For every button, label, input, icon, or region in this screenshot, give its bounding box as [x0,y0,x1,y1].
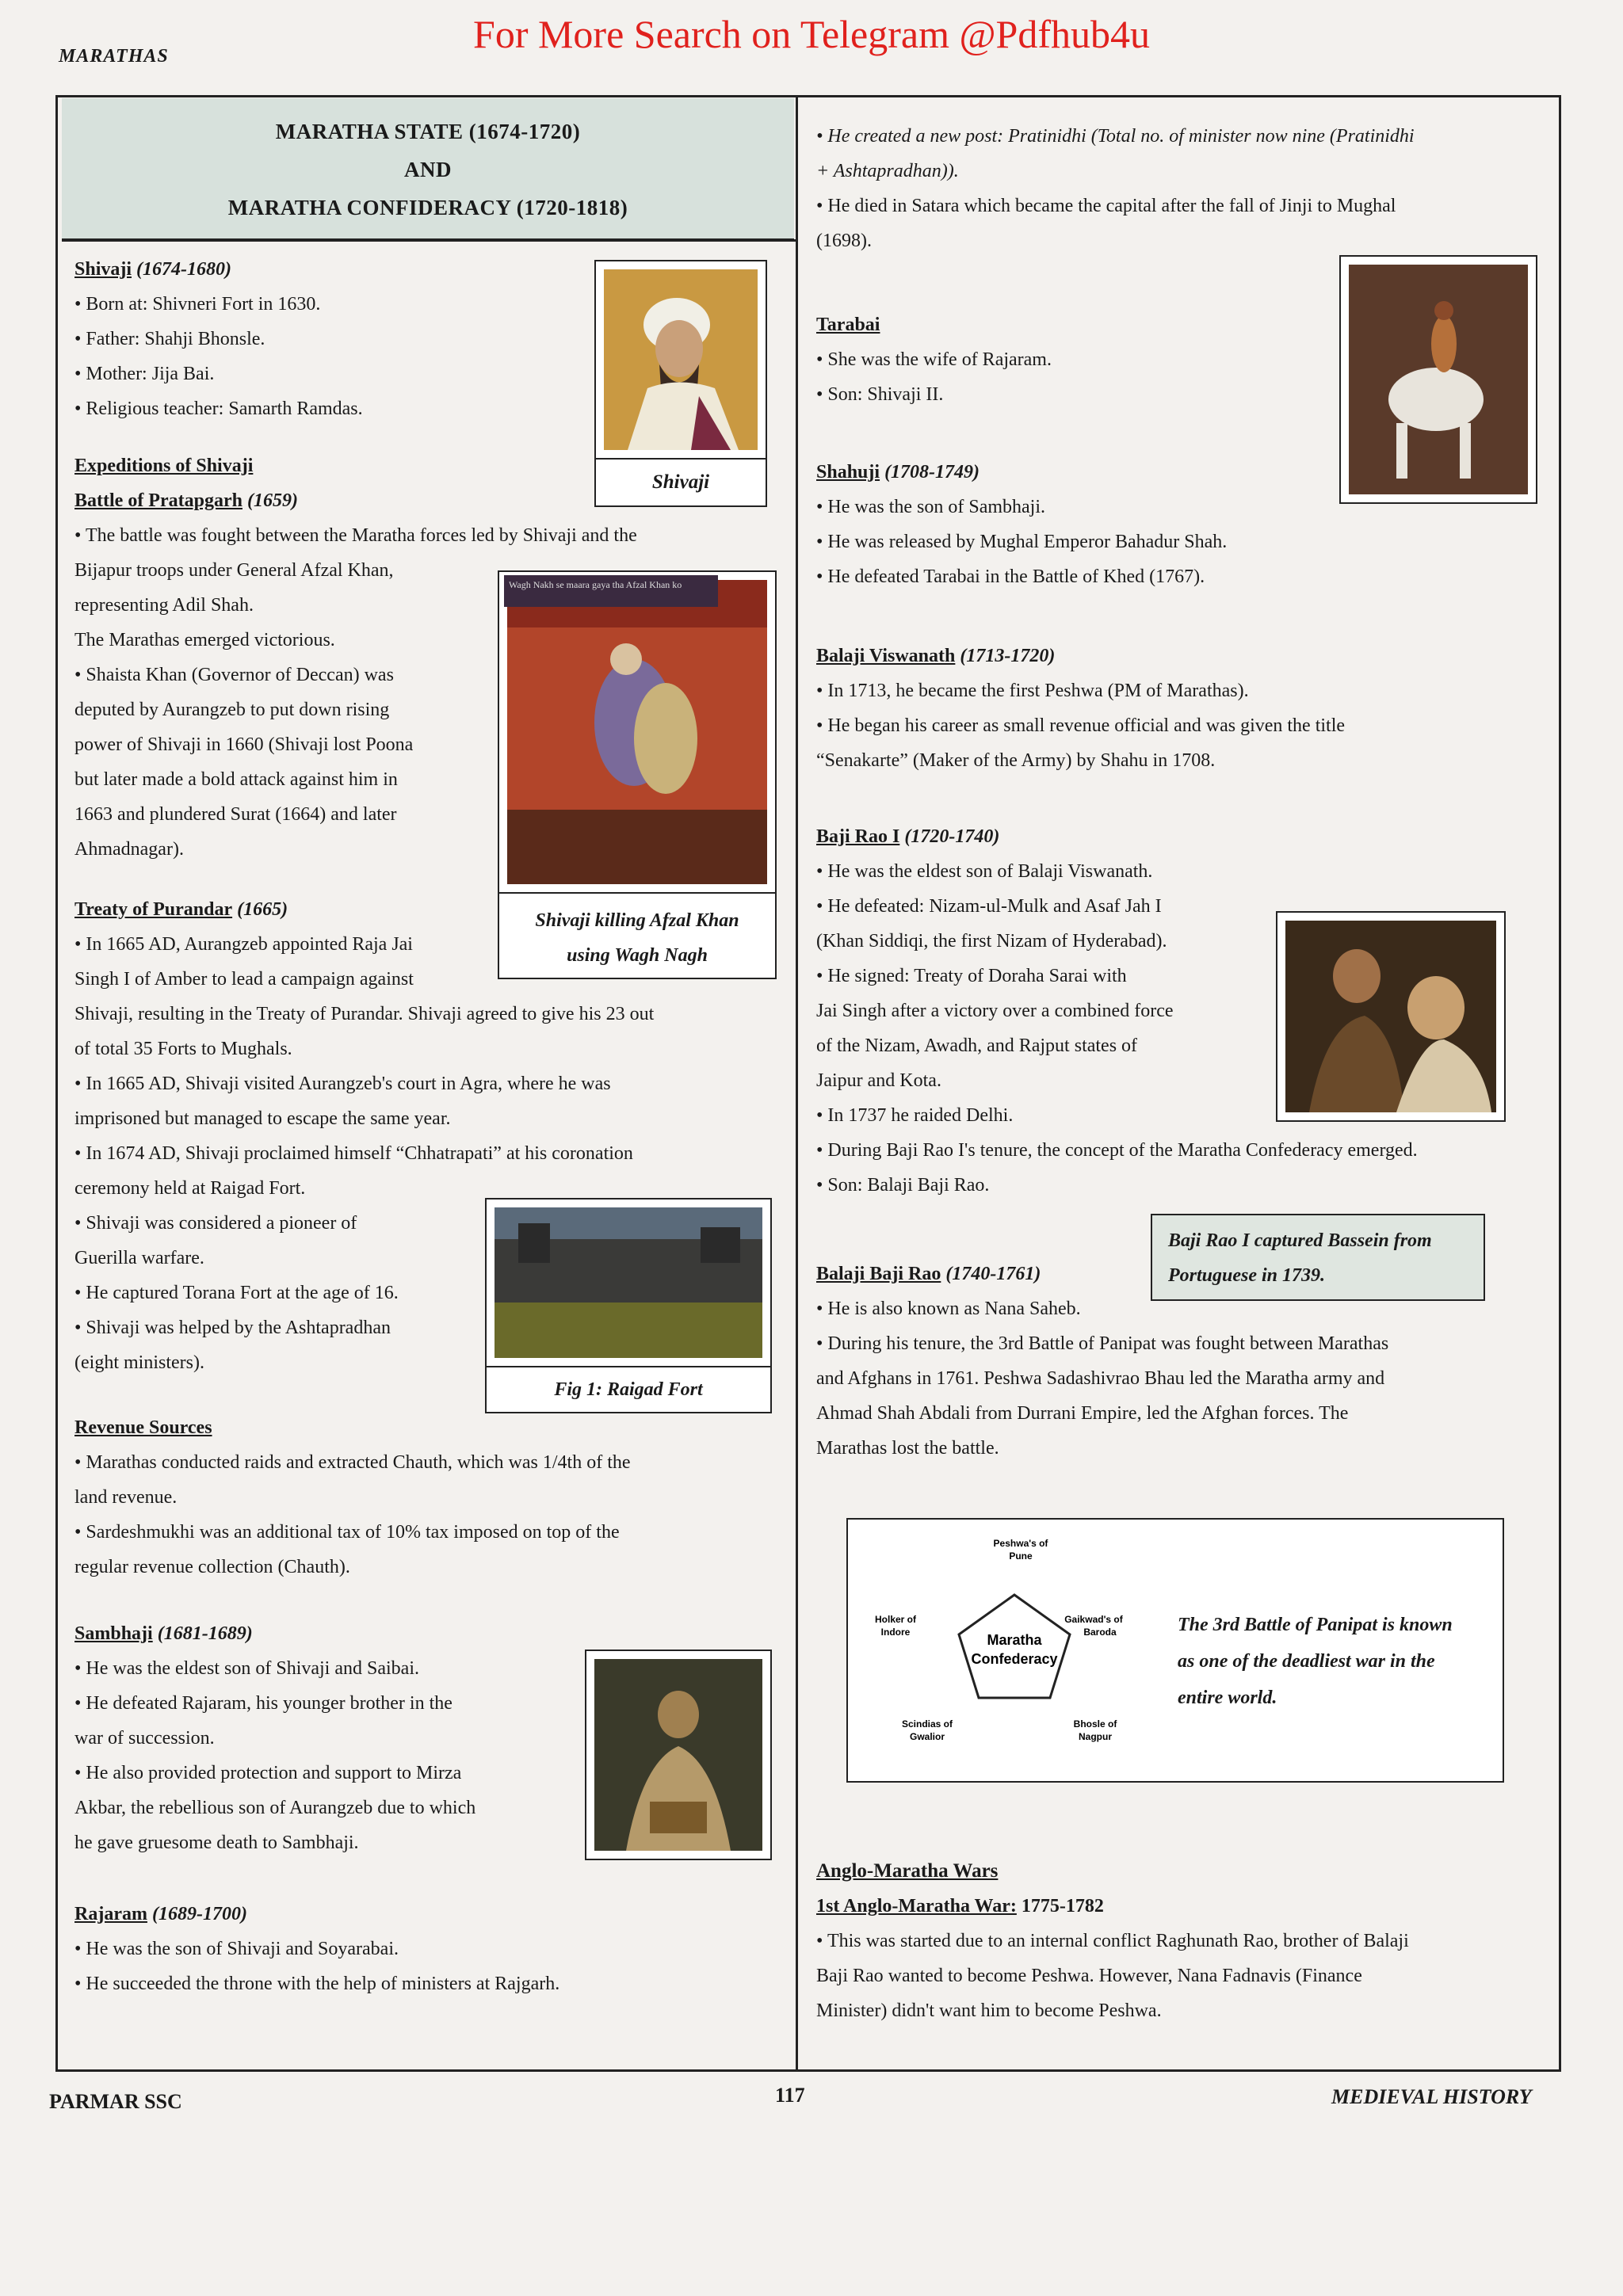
baji-rao-line: • During Baji Rao I's tenure, the concept of the Maratha Confederacy emerged. [816,1140,1418,1161]
rajaram-cont-line: • He died in Satara which became the capital after the fall of Jinji to Mughal [816,196,1396,216]
purandar-line: of total 35 Forts to Mughals. [74,1039,292,1059]
baji-rao-line: • He defeated: Nizam-ul-Mulk and Asaf Jah I [816,896,1162,917]
rajaram-heading: Rajaram [74,1904,147,1924]
expeditions-line: • The battle was fought between the Maratha forces led by Shivaji and the [74,525,637,546]
balaji-viswanath-line: • In 1713, he became the first Peshwa (PM of Marathas). [816,681,1249,701]
pratapgarh-years: (1659) [246,490,298,511]
chapter-title-box [62,98,794,241]
bhosle-label-2: Nagpur [1079,1731,1112,1742]
shahuji-years: (1708-1749) [884,462,980,482]
peshwa-label-1: Peshwa's of [993,1538,1048,1549]
expeditions-line: representing Adil Shah. [74,595,254,616]
footer-subject: MEDIEVAL HISTORY [1331,2085,1532,2108]
sambhaji-section [74,1616,613,1860]
page-number: 117 [775,2084,805,2107]
afzal-caption-line: using Wagh Nagh [567,945,708,966]
purandar-heading: Treaty of Purandar [74,899,233,920]
afzal-caption-line: Shivaji killing Afzal Khan [535,910,739,931]
shivaji-years: (1674-1680) [136,259,232,280]
panipat-note-line: as one of the deadliest war in the [1178,1651,1435,1672]
title-line-3: MARATHA CONFIDERACY (1720-1818) [227,196,628,219]
shivaji-bullet: • Religious teacher: Samarth Ramdas. [74,399,363,419]
shahuji-line: • He was the son of Sambhaji. [816,497,1046,517]
balaji-baji-rao-line: Ahmad Shah Abdali from Durrani Empire, led the Afghan forces. The [816,1403,1349,1424]
sambhaji-heading: Sambhaji [74,1623,153,1644]
purandar-line: Shivaji, resulting in the Treaty of Purandar. Shivaji agreed to give his 23 out [74,1004,655,1024]
shivaji-section [74,252,566,426]
rajaram-years: (1689-1700) [151,1904,247,1924]
balaji-viswanath-section [816,639,1545,778]
first-anglo-maratha-years: 1775-1782 [1021,1896,1104,1917]
purandar-line: imprisoned but managed to escape the same year. [74,1108,451,1129]
shivaji-bullet: • Born at: Shivneri Fort in 1630. [74,294,321,315]
panipat-note [1178,1607,1453,1716]
bhosle-label-1: Bhosle of [1073,1718,1117,1730]
rajaram-line: • He was the son of Shivaji and Soyarabai. [74,1939,399,1959]
tarabai-line: • Son: Shivaji II. [816,384,944,405]
anglo-maratha-section [816,1854,1553,2028]
shahuji-section [816,455,1545,594]
baji-rao-line: • Son: Balaji Baji Rao. [816,1175,990,1196]
tarabai-heading: Tarabai [816,315,880,335]
expeditions-heading: Expeditions of Shivaji [74,456,254,476]
sambhaji-line: war of succession. [74,1728,215,1749]
balaji-baji-rao-heading: Balaji Baji Rao [816,1264,941,1284]
holker-label-1: Holker of [874,1614,917,1625]
balaji-baji-rao-line: • During his tenure, the 3rd Battle of Panipat was fought between Marathas [816,1333,1389,1354]
balaji-baji-rao-line: and Afghans in 1761. Peshwa Sadashivrao Bhau led the Maratha army and [816,1368,1385,1389]
expeditions-line: 1663 and plundered Surat (1664) and later [74,804,397,825]
bassein-note-line: Baji Rao I captured Bassein from [1168,1230,1432,1251]
shahuji-heading: Shahuji [816,462,880,482]
sambhaji-line: • He was the eldest son of Shivaji and Saibai. [74,1658,419,1679]
purandar-line: Singh I of Amber to lead a campaign against [74,969,414,990]
anglo-maratha-line: • This was started due to an internal conflict Raghunath Rao, brother of Balaji [816,1931,1409,1951]
expeditions-line: Ahmadnagar). [74,839,184,860]
afzal-image-overlay: Wagh Nakh se maara gaya tha Afzal Khan ko [504,575,718,607]
baji-rao-heading: Baji Rao I [816,826,900,847]
purandar-line: • Shivaji was helped by the Ashtapradhan [74,1318,391,1338]
revenue-section [74,1410,796,1585]
rajaram-continued [816,119,1553,258]
title-rule [62,239,796,242]
afzal-khan-image [498,570,777,894]
footer-publisher: PARMAR SSC [49,2090,182,2113]
balaji-baji-rao-line: Marathas lost the battle. [816,1438,999,1459]
balaji-baji-rao-section [816,1257,1553,1466]
sambhaji-years: (1681-1689) [157,1623,253,1644]
baji-rao-years: (1720-1740) [904,826,1000,847]
shivaji-bullet: • Father: Shahji Bhonsle. [74,329,265,349]
pratapgarh-heading: Battle of Pratapgarh [74,490,242,511]
balaji-viswanath-line: “Senakarte” (Maker of the Army) by Shahu in 1708. [816,750,1216,771]
purandar-line: (eight ministers). [74,1352,204,1373]
revenue-line: • Marathas conducted raids and extracted Chauth, which was 1/4th of the [74,1452,631,1473]
expeditions-line: • Shaista Khan (Governor of Deccan) was [74,665,394,685]
rajaram-cont-line: (1698). [816,231,872,251]
sambhaji-line: • He defeated Rajaram, his younger brother in the [74,1693,453,1714]
peshwa-label-2: Pune [1009,1550,1033,1562]
baji-rao-image [1276,911,1506,1122]
rajaram-line: • He succeeded the throne with the help of ministers at Rajgarh. [74,1974,560,1994]
column-divider [796,95,798,2072]
baji-rao-line: (Khan Siddiqi, the first Nizam of Hyderabad). [816,931,1167,952]
confederacy-center-2: Confederacy [971,1651,1058,1667]
shivaji-heading: Shivaji [74,259,132,280]
sambhaji-line: he gave gruesome death to Sambhaji. [74,1833,359,1853]
title-line-1: MARATHA STATE (1674-1720) [275,120,581,143]
expeditions-line: deputed by Aurangzeb to put down rising [74,700,390,720]
first-anglo-maratha-heading: 1st Anglo-Maratha War: [816,1896,1017,1917]
purandar-line: ceremony held at Raigad Fort. [74,1178,306,1199]
balaji-viswanath-heading: Balaji Viswanath [816,646,956,666]
expeditions-line: The Marathas emerged victorious. [74,630,335,650]
bassein-note-line: Portuguese in 1739. [1168,1265,1326,1286]
scindia-label-1: Scindias of [901,1718,953,1730]
rajaram-cont-line: • He created a new post: Pratinidhi (Total no. of minister now nine (Pratinidhi [816,126,1415,147]
balaji-viswanath-line: • He began his career as small revenue official and was given the title [816,715,1346,736]
confederacy-center-1: Maratha [987,1632,1042,1648]
raigad-fort-image [485,1198,772,1367]
revenue-line: land revenue. [74,1487,178,1508]
purandar-line: • Shivaji was considered a pioneer of [74,1213,357,1234]
baji-rao-line: • He signed: Treaty of Doraha Sarai with [816,966,1127,986]
purandar-line: • In 1674 AD, Shivaji proclaimed himself “Chhatrapati” at his coronation [74,1143,633,1164]
sambhaji-line: Akbar, the rebellious son of Aurangzeb due to which [74,1798,476,1818]
tarabai-line: • She was the wife of Rajaram. [816,349,1052,370]
baji-rao-line: • In 1737 he raided Delhi. [816,1105,1014,1126]
baji-rao-line: • He was the eldest son of Balaji Viswanath. [816,861,1153,882]
sambhaji-line: • He also provided protection and support to Mirza [74,1763,462,1783]
gaikwad-label-2: Baroda [1083,1627,1117,1638]
chapter-label: MARATHAS [59,46,169,67]
panipat-note-line: The 3rd Battle of Panipat is known [1178,1615,1453,1635]
anglo-maratha-heading: Anglo-Maratha Wars [816,1860,999,1882]
gaikwad-label-1: Gaikwad's of [1064,1614,1123,1625]
raigad-fort-caption: Fig 1: Raigad Fort [485,1366,772,1413]
baji-rao-line: Jai Singh after a victory over a combined force [816,1001,1174,1021]
holker-label-2: Indore [880,1627,911,1638]
rajaram-cont-line: + Ashtapradhan)). [816,161,959,181]
revenue-line: regular revenue collection (Chauth). [74,1557,350,1577]
baji-rao-line: of the Nizam, Awadh, and Rajput states of [816,1035,1138,1056]
revenue-heading: Revenue Sources [74,1417,212,1438]
purandar-line: • In 1665 AD, Aurangzeb appointed Raja Jai [74,934,413,955]
expeditions-line: power of Shivaji in 1660 (Shivaji lost Poona [74,734,414,755]
rajaram-section [74,1897,796,2001]
balaji-baji-rao-line: • He is also known as Nana Saheb. [816,1299,1081,1319]
expeditions-line: Bijapur troops under General Afzal Khan, [74,560,394,581]
purandar-years: (1665) [237,899,288,920]
balaji-baji-rao-years: (1740-1761) [945,1264,1041,1284]
sambhaji-portrait [585,1650,772,1860]
anglo-maratha-line: Minister) didn't want him to become Peshwa. [816,2000,1162,2021]
shivaji-portrait-caption: Shivaji [594,458,767,507]
scindia-label-2: Gwalior [909,1731,945,1742]
balaji-viswanath-years: (1713-1720) [960,646,1056,666]
confederacy-diagram-box [846,1518,1504,1783]
shivaji-bullet: • Mother: Jija Bai. [74,364,215,384]
shahuji-line: • He was released by Mughal Emperor Bahadur Shah. [816,532,1228,552]
baji-rao-line: Jaipur and Kota. [816,1070,941,1091]
panipat-note-line: entire world. [1178,1688,1277,1708]
shivaji-portrait [594,260,767,460]
shahuji-line: • He defeated Tarabai in the Battle of Khed (1767). [816,566,1205,587]
expeditions-line: but later made a bold attack against him in [74,769,398,790]
purandar-line: Guerilla warfare. [74,1248,204,1268]
anglo-maratha-line: Baji Rao wanted to become Peshwa. However, Nana Fadnavis (Finance [816,1966,1362,1986]
purandar-line: • He captured Torana Fort at the age of 16. [74,1283,399,1303]
revenue-line: • Sardeshmukhi was an additional tax of 10% tax imposed on top of the [74,1522,620,1543]
purandar-line: • In 1665 AD, Shivaji visited Aurangzeb's court in Agra, where he was [74,1074,611,1094]
tarabai-section [816,307,1323,412]
telegram-banner: For More Search on Telegram @Pdfhub4u [473,12,1150,56]
title-line-2: AND [404,158,452,181]
